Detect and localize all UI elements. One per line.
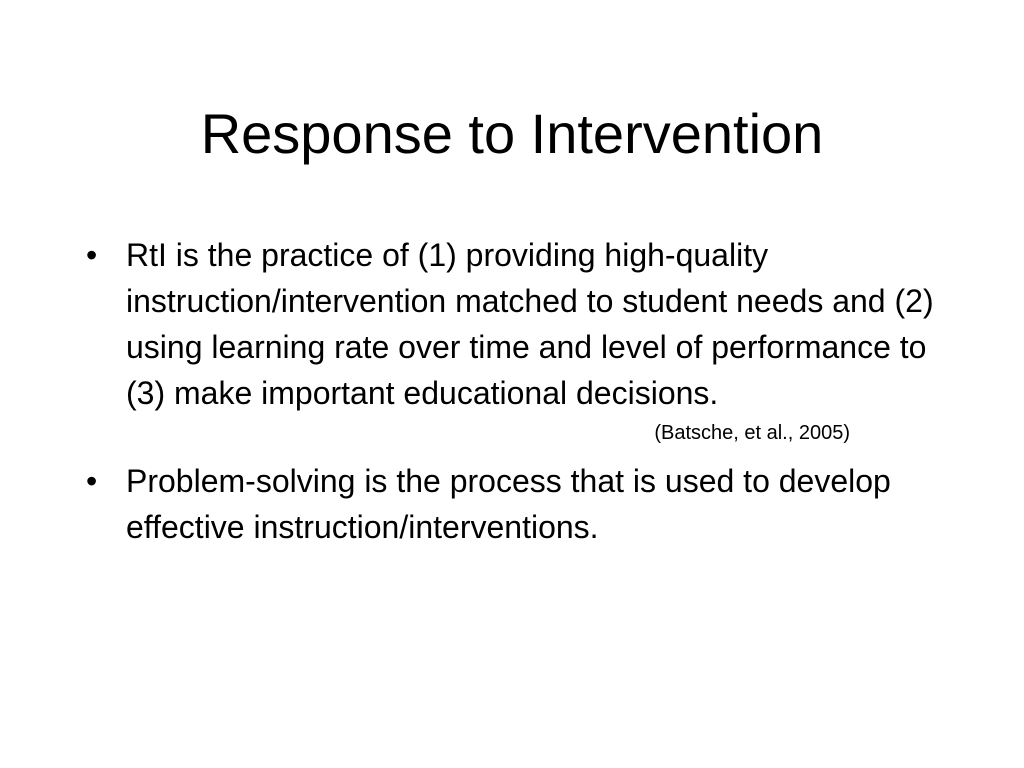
bullet-marker: • [86,237,98,273]
bullet-text: Problem-solving is the process that is used to develop effective instruction/interventions. [126,463,891,545]
bullet-marker: • [86,463,98,499]
bullet-text: RtI is the practice of (1) providing high-quality instruction/intervention matched to student needs and (2) using learning rate over time and level of performance to (3) make important educational decisions. [126,237,934,411]
citation: (Batsche, et al., 2005) [654,422,850,444]
bullet-list [86,232,946,550]
bullet-item-rti-definition [86,232,946,448]
bullet-item-problem-solving [86,458,946,550]
slide-title: Response to Intervention [200,102,824,165]
